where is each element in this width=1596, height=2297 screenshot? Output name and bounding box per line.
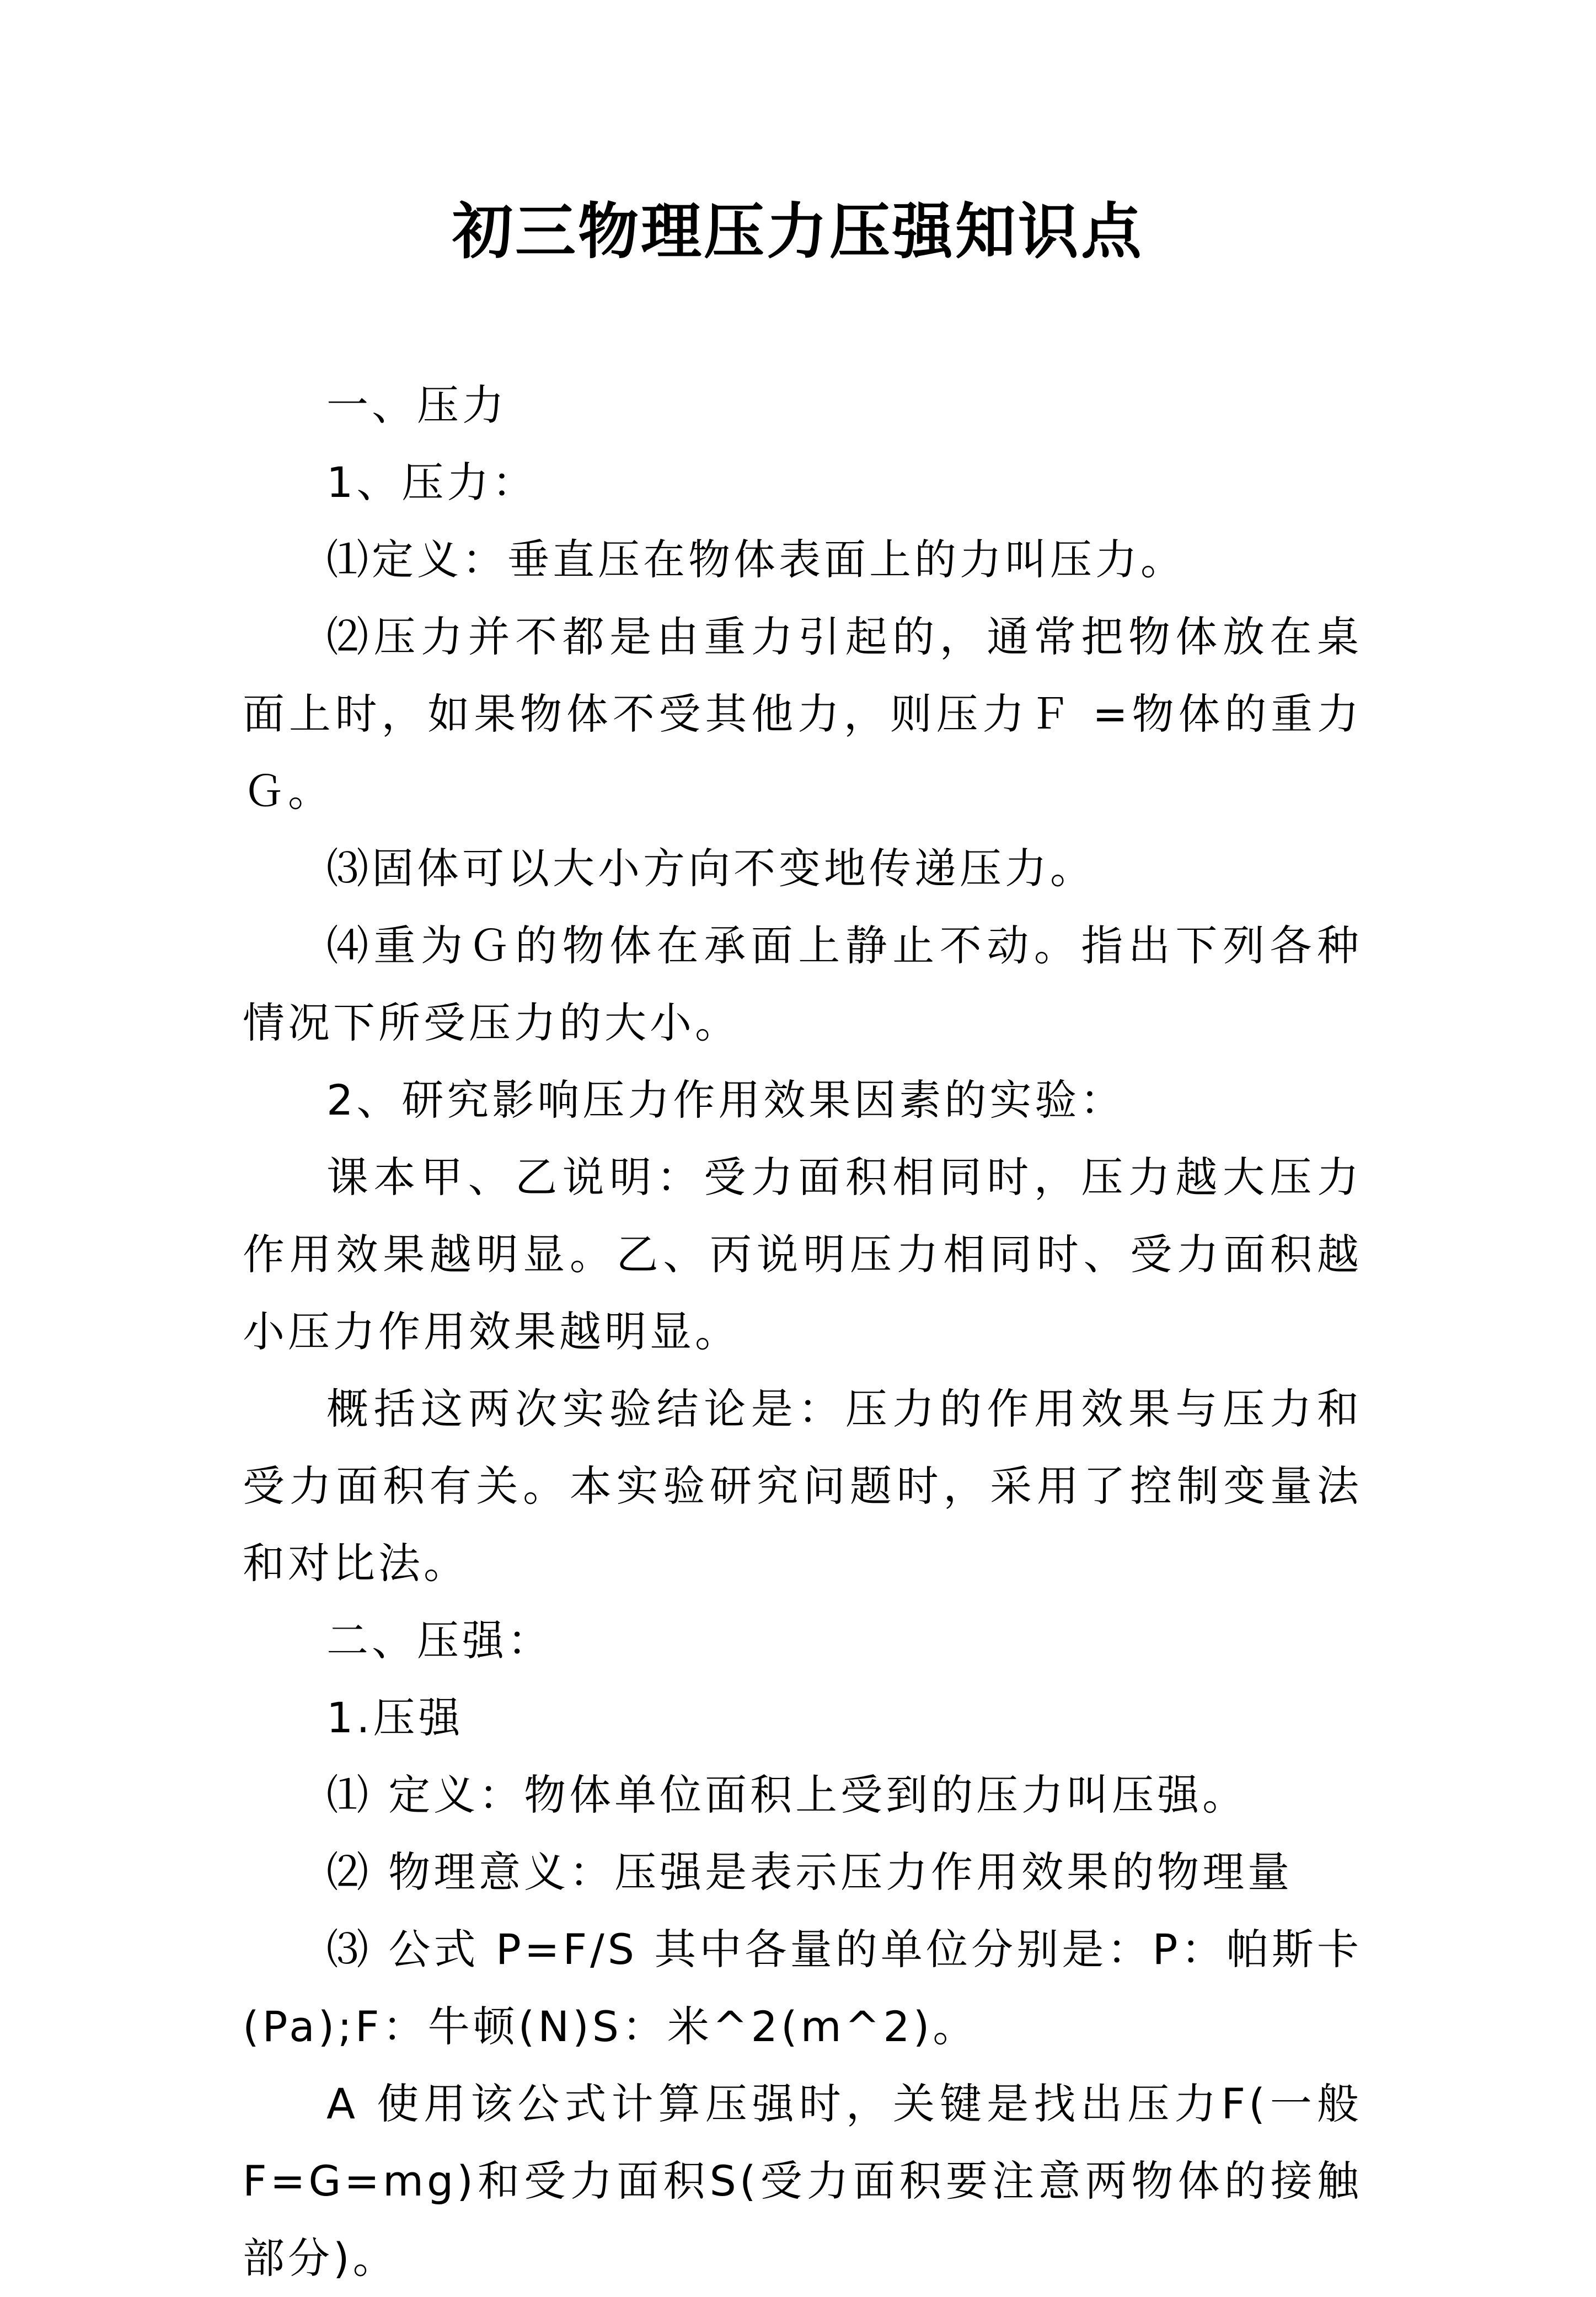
subsection-heading: 1.压强 [326,1693,464,1742]
subsection-heading: 2、研究影响压力作用效果因素的实验： [326,1075,1126,1125]
body-paragraph: ⑶ 公式 P=F/S 其中各量的单位分别是：P：帕斯卡(Pa);F：牛顿(N)S：米^2(m^2)。 [243,1925,1362,2051]
body-paragraph: A 使用该公式计算压强时，关键是找出压力F(一般F=G=mg)和受力面积S(受力面积要注意两物体的接触部分)。 [243,2079,1362,2283]
body-paragraph: 概括这两次实验结论是：压力的作用效果与压力和受力面积有关。本实验研究问题时，采用了控制变量法和对比法。 [243,1384,1362,1588]
document-body [243,367,1362,2297]
section-heading-pressure-intensity: 二、压强： [326,1616,553,1665]
subsection-heading: 1、压力： [326,458,538,507]
body-paragraph: ⑴定义：垂直压在物体表面上的力叫压力。 [326,535,1186,584]
body-paragraph: ⑶固体可以大小方向不变地传递压力。 [326,844,1095,893]
body-paragraph: ⑷重为Ｇ的物体在承面上静止不动。指出下列各种情况下所受压力的大小。 [243,921,1362,1047]
body-paragraph: 课本甲、乙说明：受力面积相同时，压力越大压力作用效果越明显。乙、丙说明压力相同时、受力面积越小压力作用效果越明显。 [243,1153,1362,1356]
body-paragraph: ⑴ 定义：物体单位面积上受到的压力叫压强。 [326,1770,1248,1819]
document-title: 初三物理压力压强知识点 [452,196,1144,267]
section-heading-pressure: 一、压力 [326,381,507,430]
body-paragraph: ⑵压力并不都是由重力引起的，通常把物体放在桌面上时，如果物体不受其他力，则压力Ｆ =物体的重力Ｇ。 [243,612,1362,816]
body-paragraph: ⑵ 物理意义：压强是表示压力作用效果的物理量 [326,1848,1293,1897]
